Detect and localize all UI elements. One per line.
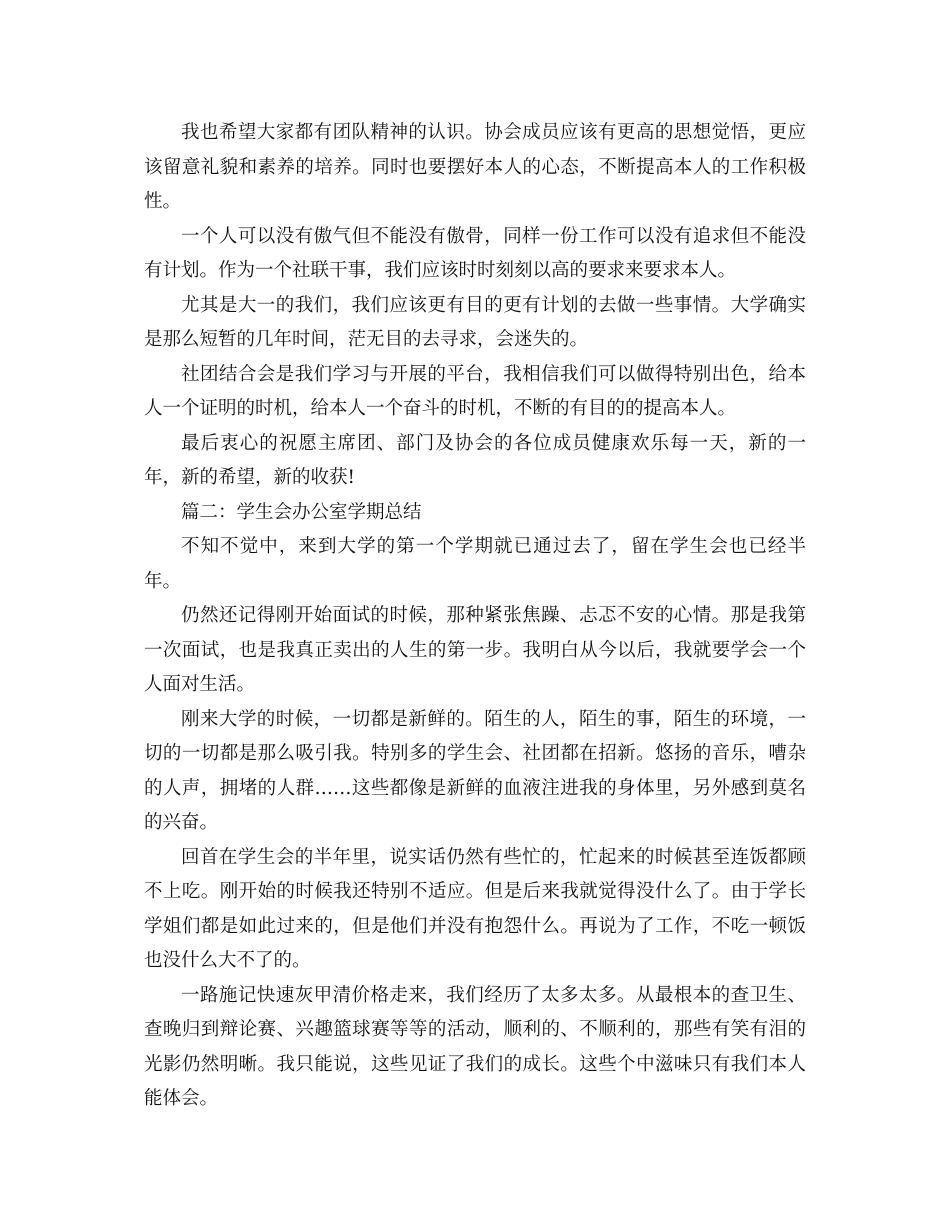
paragraph: 不知不觉中，来到大学的第一个学期就已通过去了，留在学生会也已经半年。 — [144, 536, 806, 592]
paragraph: 一个人可以没有傲气但不能没有傲骨，同样一份工作可以没有追求但不能没有计划。作为一个社联干事，我们应该时时刻刻以高的要求来要求本人。 — [144, 225, 806, 281]
paragraph: 仍然还记得刚开始面试的时候，那种紧张焦躁、忐忑不安的心情。那是我第一次面试，也是我真正卖出的人生的第一步。我明白从今以后，我就要学会一个人面对生活。 — [144, 605, 806, 695]
paragraph: 一路施记快速灰甲清价格走来，我们经历了太多太多。从最根本的查卫生、查晚归到辩论赛、兴趣篮球赛等等的活动，顺利的、不顺利的，那些有笑有泪的光影仍然明晰。我只能说，这些见证了我们的成长。这些个中滋味只有我们本人能体会。 — [144, 984, 806, 1109]
paragraph: 我也希望大家都有团队精神的认识。协会成员应该有更高的思想觉悟，更应该留意礼貌和素养的培养。同时也要摆好本人的心态，不断提高本人的工作积极性。 — [144, 122, 806, 212]
paragraph: 社团结合会是我们学习与开展的平台，我相信我们可以做得特别出色，给本人一个证明的时机，给本人一个奋斗的时机，不断的有目的的提高本人。 — [144, 363, 806, 419]
paragraph: 刚来大学的时候，一切都是新鲜的。陌生的人，陌生的事，陌生的环境，一切的一切都是那么吸引我。特别多的学生会、社团都在招新。悠扬的音乐，嘈杂的人声，拥堵的人群……这些都像是新鲜的血液注进我的身体里，另外感到莫名的兴奋。 — [144, 708, 806, 833]
paragraph: 最后衷心的祝愿主席团、部门及协会的各位成员健康欢乐每一天，新的一年，新的希望，新的收获! — [144, 432, 806, 488]
document-body — [144, 116, 806, 1117]
paragraph: 回首在学生会的半年里，说实话仍然有些忙的，忙起来的时候甚至连饭都顾不上吃。刚开始的时候我还特别不适应。但是后来我就觉得没什么了。由于学长学姐们都是如此过来的，但是他们并没有抱怨什么。再说为了工作，不吃一顿饭也没什么大不了的。 — [144, 846, 806, 971]
paragraph: 尤其是大一的我们，我们应该更有目的更有计划的去做一些事情。大学确实是那么短暂的几年时间，茫无目的去寻求，会迷失的。 — [144, 294, 806, 350]
section-heading: 篇二：学生会办公室学期总结 — [181, 501, 422, 523]
